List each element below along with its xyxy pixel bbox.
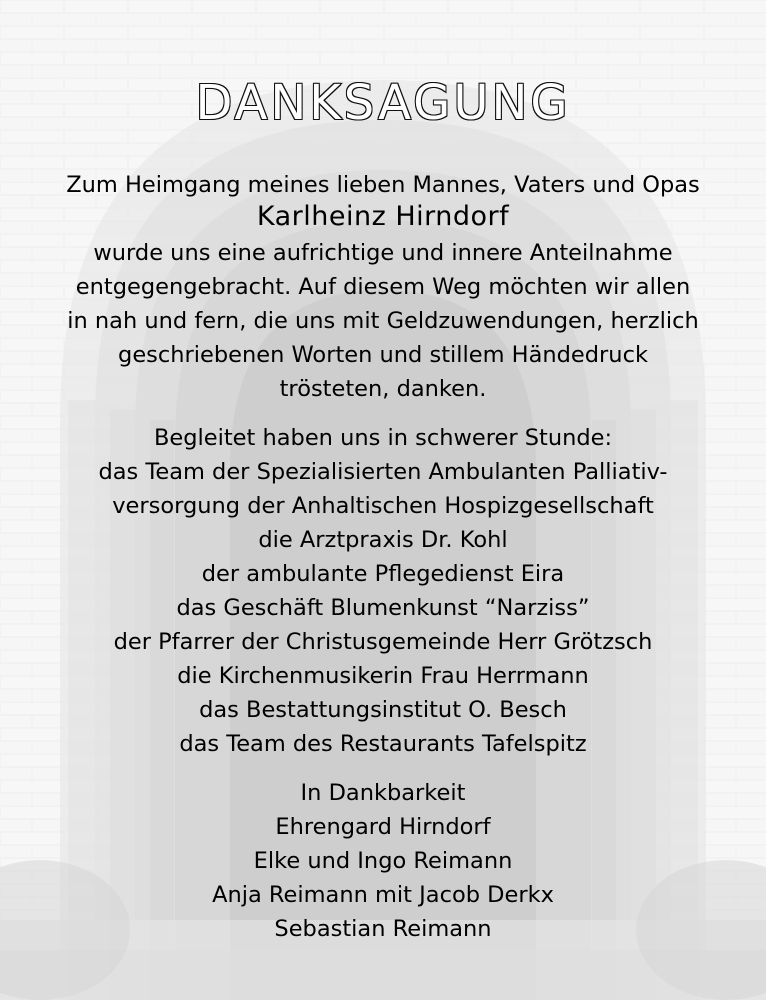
support-line: die Arztpraxis Dr. Kohl: [258, 527, 508, 553]
support-line: das Bestattungsinstitut O. Besch: [199, 697, 567, 723]
support-line: Begleitet haben uns in schwerer Stunde:: [153, 425, 613, 451]
support-line: das Team des Restaurants Tafelspitz: [179, 731, 587, 757]
signature-line: Anja Reimann mit Jacob Derkx: [212, 882, 554, 908]
message-line: entgegengebracht. Auf diesem Weg möchten wir allen: [75, 274, 691, 300]
support-line: das Geschäft Blumenkunst “Narziss”: [176, 595, 590, 621]
notice-title: DANKSAGUNG: [195, 75, 571, 131]
deceased-name: Karlheinz Hirndorf: [256, 201, 510, 232]
signature-line: Ehrengard Hirndorf: [275, 814, 491, 840]
signature-line: Elke und Ingo Reimann: [253, 848, 513, 874]
support-line: der ambulante Pflegedienst Eira: [201, 561, 565, 587]
message-line: geschriebenen Worten und stillem Händedruck: [118, 342, 648, 368]
support-line: der Pfarrer der Christusgemeinde Herr Grötzsch: [113, 629, 653, 655]
message-line: wurde uns eine aufrichtige und innere Anteilnahme: [93, 240, 673, 266]
support-line: das Team der Spezialisierten Ambulanten Palliativ-: [98, 459, 668, 485]
support-line: versorgung der Anhaltischen Hospizgesellschaft: [112, 493, 654, 519]
signature-line: In Dankbarkeit: [300, 780, 466, 806]
intro-text: Zum Heimgang meines lieben Mannes, Vaters und Opas: [66, 172, 700, 198]
support-line: die Kirchenmusikerin Frau Herrmann: [177, 663, 589, 689]
message-line: in nah und fern, die uns mit Geldzuwendungen, herzlich: [67, 308, 699, 334]
signature-line: Sebastian Reimann: [274, 916, 492, 942]
message-line: trösteten, danken.: [279, 376, 487, 402]
